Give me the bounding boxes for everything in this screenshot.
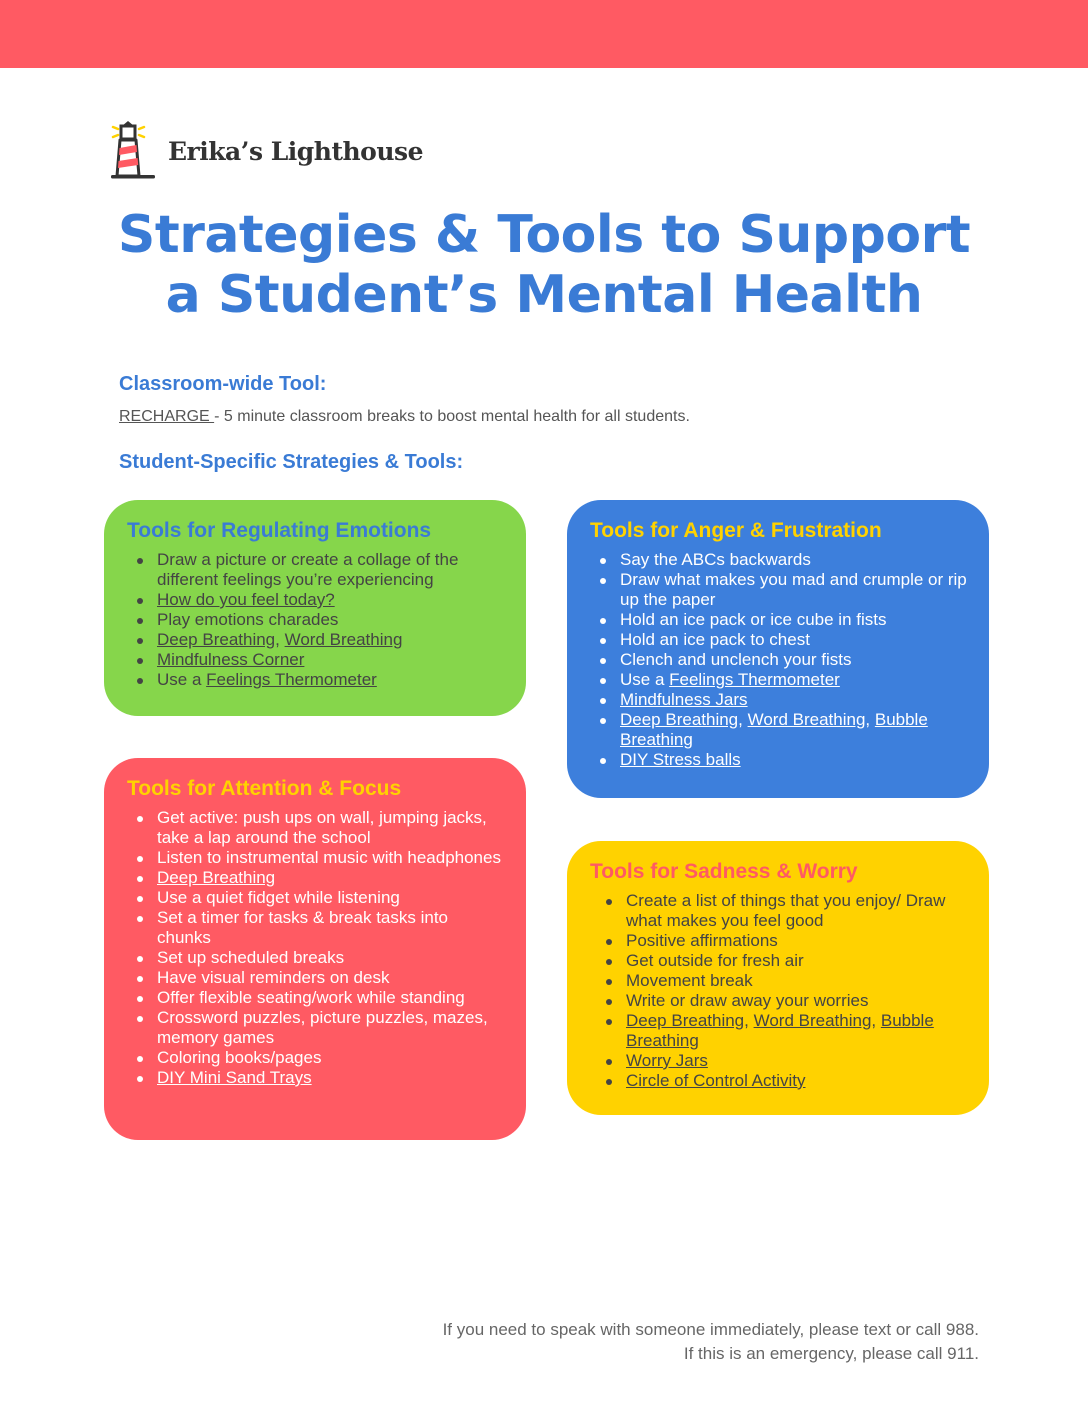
card-anger-frustration [567, 500, 989, 798]
student-strategies-heading: Student-Specific Strategies & Tools: [119, 451, 464, 473]
list-item [626, 1011, 967, 1051]
card-regulating-emotions [104, 500, 526, 716]
bubble-breathing-link[interactable]: Bubble Breathing [626, 1011, 934, 1050]
list-item: Get outside for fresh air [626, 951, 967, 971]
list-item: Say the ABCs backwards [620, 550, 967, 570]
list-item: Have visual reminders on desk [157, 968, 504, 988]
lighthouse-logo-icon [108, 118, 160, 184]
list-item: Listen to instrumental music with headphones [157, 848, 504, 868]
feelings-thermometer-link[interactable]: Feelings Thermometer [206, 670, 377, 689]
classroom-heading: Classroom-wide Tool: [119, 373, 327, 395]
list-item [157, 1068, 504, 1088]
list-item: Set up scheduled breaks [157, 948, 504, 968]
separator: , [744, 1011, 754, 1030]
list-item: Clench and unclench your fists [620, 650, 967, 670]
list-item [626, 1051, 967, 1071]
recharge-text: - 5 minute classroom breaks to boost mental health for all students. [214, 408, 690, 425]
page-title [0, 205, 1088, 325]
list-item: Create a list of things that you enjoy/ Draw what makes you feel good [626, 891, 967, 931]
list-item [620, 690, 967, 710]
word-breathing-link[interactable]: Word Breathing [284, 630, 403, 649]
worry-jars-link[interactable]: Worry Jars [626, 1051, 708, 1070]
word-breathing-link[interactable]: Word Breathing [747, 710, 866, 729]
strategy-list [127, 550, 504, 690]
list-item [620, 710, 967, 750]
how-do-you-feel-link[interactable]: How do you feel today? [157, 590, 335, 609]
word-breathing-link[interactable]: Word Breathing [753, 1011, 872, 1030]
brand-name: Erika’s Lighthouse [168, 136, 424, 166]
footer-line-911: If this is an emergency, please call 911. [683, 1344, 979, 1363]
card-sadness-worry [567, 841, 989, 1115]
separator: , [738, 710, 748, 729]
list-item [157, 590, 504, 610]
footer-line-988: If you need to speak with someone immediately, please text or call 988. [442, 1320, 979, 1339]
list-item [157, 868, 504, 888]
list-item [157, 630, 504, 650]
diy-stress-balls-link[interactable]: DIY Stress balls [620, 750, 741, 769]
diy-mini-sand-trays-link[interactable]: DIY Mini Sand Trays [157, 1068, 312, 1087]
list-item-text: Use a [157, 670, 207, 689]
card-title: Tools for Sadness & Worry [590, 860, 858, 883]
mindfulness-corner-link[interactable]: Mindfulness Corner [157, 650, 305, 669]
recharge-link[interactable]: RECHARGE [119, 408, 215, 425]
mindfulness-jars-link[interactable]: Mindfulness Jars [620, 690, 748, 709]
footer-note [443, 1318, 979, 1366]
list-item: Hold an ice pack or ice cube in fists [620, 610, 967, 630]
page-title-line-2: a Student’s Mental Health [165, 265, 923, 325]
separator: , [275, 630, 285, 649]
list-item: Write or draw away your worries [626, 991, 967, 1011]
card-title: Tools for Anger & Frustration [590, 519, 882, 542]
card-title: Tools for Attention & Focus [127, 777, 402, 800]
circle-of-control-link[interactable]: Circle of Control Activity [626, 1071, 806, 1090]
bubble-breathing-link[interactable]: Bubble Breathing [620, 710, 928, 749]
separator: , [871, 1011, 881, 1030]
deep-breathing-link[interactable]: Deep Breathing [157, 630, 276, 649]
card-title: Tools for Regulating Emotions [127, 519, 432, 542]
list-item: Offer flexible seating/work while standing [157, 988, 504, 1008]
strategy-list [590, 550, 967, 770]
deep-breathing-link[interactable]: Deep Breathing [157, 868, 276, 887]
list-item [620, 670, 967, 690]
list-item [157, 650, 504, 670]
list-item-text: Use a [620, 670, 670, 689]
strategy-list [127, 808, 504, 1088]
list-item: Play emotions charades [157, 610, 504, 630]
list-item: Draw what makes you mad and crumple or rip up the paper [620, 570, 967, 609]
list-item: Hold an ice pack to chest [620, 630, 967, 650]
separator: , [865, 710, 875, 729]
brand-logo[interactable] [108, 118, 423, 184]
list-item: Positive affirmations [626, 931, 967, 951]
recharge-description [119, 408, 690, 426]
list-item: Get active: push ups on wall, jumping jacks, take a lap around the school [157, 808, 504, 848]
page-title-line-1: Strategies & Tools to Support [117, 205, 971, 265]
card-attention-focus [104, 758, 526, 1140]
list-item: Movement break [626, 971, 967, 991]
list-item: Use a quiet fidget while listening [157, 888, 504, 908]
list-item: Crossword puzzles, picture puzzles, mazes, memory games [157, 1008, 504, 1048]
feelings-thermometer-link[interactable]: Feelings Thermometer [669, 670, 840, 689]
list-item: Draw a picture or create a collage of the different feelings you’re experiencing [157, 550, 504, 590]
list-item [620, 750, 967, 770]
deep-breathing-link[interactable]: Deep Breathing [626, 1011, 745, 1030]
list-item: Set a timer for tasks & break tasks into chunks [157, 908, 504, 948]
list-item [157, 670, 504, 690]
list-item [626, 1071, 967, 1091]
list-item: Coloring books/pages [157, 1048, 504, 1068]
deep-breathing-link[interactable]: Deep Breathing [620, 710, 739, 729]
strategy-list [590, 891, 967, 1091]
top-banner [0, 0, 1088, 68]
